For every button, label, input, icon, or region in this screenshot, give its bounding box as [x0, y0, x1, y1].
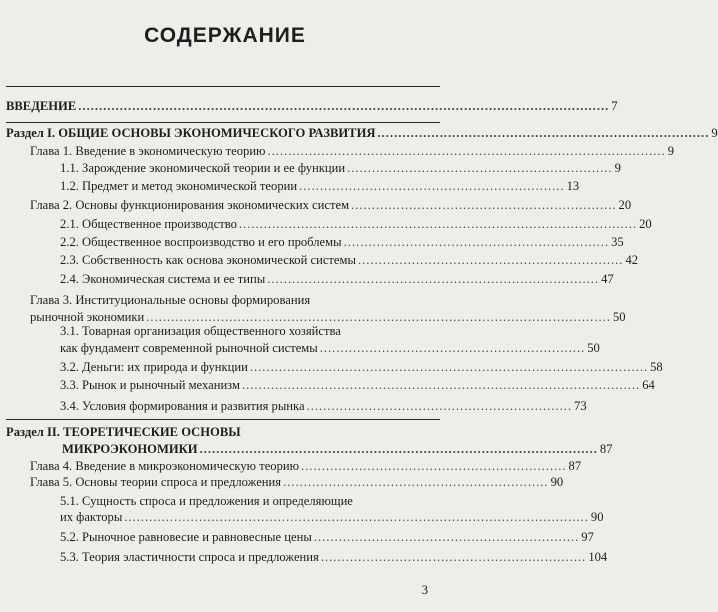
toc-section-1[interactable]: Раздел I. ОБЩИЕ ОСНОВЫ ЭКОНОМИЧЕСКОГО РАЗВИТИЯ ................................................................................ 9 [6, 126, 718, 140]
toc-entry-page: 64 [642, 378, 655, 392]
toc-entry-page: 87 [568, 459, 582, 473]
toc-entry-page: 42 [625, 253, 639, 267]
toc-entry-page: 20 [618, 198, 632, 212]
toc-subchapter-5-3[interactable]: 5.3. Теория эластичности спроса и предложения ................................................................ 104 [60, 550, 608, 564]
toc-entry-label: 2.1. Общественное производство [60, 217, 237, 231]
page-title: СОДЕРЖАНИЕ [144, 24, 306, 47]
toc-entry-page: 9 [711, 126, 718, 140]
page-number: 3 [421, 583, 428, 597]
toc-entry-label: 2.3. Собственность как основа экономической системы [60, 253, 356, 267]
toc-entry-page: 9 [614, 161, 621, 175]
toc-entry-page: 50 [587, 341, 600, 355]
toc-entry-label: рыночной экономики [30, 310, 145, 324]
toc-entry-label: 3.3. Рынок и рыночный механизм [60, 378, 240, 392]
toc-entry-page: 20 [639, 217, 652, 231]
toc-subchapter-5-1[interactable]: их факторы ................................................................................................................ 90 [60, 510, 604, 524]
toc-entry-label: 1.1. Зарождение экономической теории и ее функции [60, 161, 346, 175]
toc-subchapter-3-1[interactable]: как фундамент современной рыночной системы ................................................................ 50 [60, 341, 600, 355]
toc-entry-page: 90 [550, 475, 564, 489]
toc-subchapter-5-1-line-1[interactable]: 5.1. Сущность спроса и предложения и определяющие [60, 494, 353, 508]
divider-section-2 [6, 419, 440, 420]
toc-entry-page: 50 [612, 310, 626, 324]
toc-entry-page: 97 [581, 530, 594, 544]
toc-entry-page: 58 [650, 360, 663, 374]
toc-entry-label: Глава 4. Введение в микроэкономическую теорию [30, 459, 300, 473]
toc-entry-label: 2.4. Экономическая система и ее типы [60, 272, 266, 286]
toc-entry-label: 3.2. Деньги: их природа и функции [60, 360, 248, 374]
toc-chapter-1[interactable]: Глава 1. Введение в экономическую теорию ................................................................................................ 9 [30, 144, 675, 158]
toc-chapter-2[interactable]: Глава 2. Основы функционирования экономических систем ................................................................ 20 [30, 198, 632, 212]
toc-chapter-4[interactable]: Глава 4. Введение в микроэкономическую теорию ................................................................ 87 [30, 459, 582, 473]
toc-subchapter-2-3[interactable]: 2.3. Собственность как основа экономической системы ................................................................ 42 [60, 253, 639, 267]
toc-entry-label: МИКРОЭКОНОМИКИ [62, 442, 198, 456]
toc-entry-label: Глава 2. Основы функционирования экономических систем [30, 198, 350, 212]
toc-entry-page: 47 [601, 272, 614, 286]
toc-subchapter-3-1-line-1[interactable]: 3.1. Товарная организация общественного хозяйства [60, 324, 341, 338]
toc-subchapter-3-3[interactable]: 3.3. Рынок и рыночный механизм ................................................................................................ 64 [60, 378, 655, 392]
toc-entry-label: Глава 5. Основы теории спроса и предложения [30, 475, 282, 489]
toc-subchapter-5-2[interactable]: 5.2. Рыночное равновесие и равновесные цены ................................................................ 97 [60, 530, 594, 544]
toc-entry-page: 104 [588, 550, 608, 564]
toc-subchapter-2-2[interactable]: 2.2. Общественное воспроизводство и его проблемы ................................................................ 35 [60, 235, 624, 249]
toc-subchapter-2-4[interactable]: 2.4. Экономическая система и ее типы ................................................................................ 47 [60, 272, 614, 286]
toc-chapter-3[interactable]: рыночной экономики ................................................................................................................ 50 [30, 310, 626, 324]
toc-entry-label: 3.4. Условия формирования и развития рынка [60, 399, 305, 413]
toc-entry-label: 5.2. Рыночное равновесие и равновесные цены [60, 530, 312, 544]
toc-entry-label: Раздел I. ОБЩИЕ ОСНОВЫ ЭКОНОМИЧЕСКОГО РАЗВИТИЯ [6, 126, 376, 140]
toc-section-2-line-1[interactable]: Раздел II. ТЕОРЕТИЧЕСКИЕ ОСНОВЫ [6, 425, 241, 439]
toc-section-2[interactable]: МИКРОЭКОНОМИКИ ................................................................................................ 87 [62, 442, 613, 456]
toc-entry-page: 90 [590, 510, 604, 524]
toc-entry-label: 1.2. Предмет и метод экономической теории [60, 179, 298, 193]
toc-entry-page: 13 [566, 179, 580, 193]
toc-entry-page: 7 [611, 99, 618, 113]
toc-subchapter-2-1[interactable]: 2.1. Общественное производство ................................................................................................ 20 [60, 217, 652, 231]
toc-chapter-3-line-1[interactable]: Глава 3. Институциональные основы формирования [30, 293, 311, 307]
divider-after-intro [6, 122, 440, 123]
toc-entry-label: как фундамент современной рыночной системы [60, 341, 318, 355]
toc-subchapter-1-2[interactable]: 1.2. Предмет и метод экономической теории ................................................................ 13 [60, 179, 580, 193]
toc-subchapter-1-1[interactable]: 1.1. Зарождение экономической теории и ее функции ................................................................ 9 [60, 161, 621, 175]
toc-entry-intro[interactable]: ВВЕДЕНИЕ ................................................................................................................................ 7 [6, 99, 618, 113]
toc-entry-label: Глава 1. Введение в экономическую теорию [30, 144, 266, 158]
toc-entry-label: 2.2. Общественное воспроизводство и его проблемы [60, 235, 342, 249]
divider-top [6, 86, 440, 87]
toc-entry-page: 9 [667, 144, 675, 158]
toc-entry-label: их факторы [60, 510, 123, 524]
toc-subchapter-3-2[interactable]: 3.2. Деньги: их природа и функции ................................................................................................ 58 [60, 360, 663, 374]
toc-entry-page: 35 [611, 235, 624, 249]
toc-entry-label: ВВЕДЕНИЕ [6, 99, 77, 113]
toc-subchapter-3-4[interactable]: 3.4. Условия формирования и развития рынка ................................................................ 73 [60, 399, 587, 413]
toc-entry-label: 5.3. Теория эластичности спроса и предложения [60, 550, 319, 564]
toc-entry-page: 73 [574, 399, 587, 413]
toc-entry-page: 87 [599, 442, 613, 456]
toc-chapter-5[interactable]: Глава 5. Основы теории спроса и предложения ................................................................ 90 [30, 475, 564, 489]
